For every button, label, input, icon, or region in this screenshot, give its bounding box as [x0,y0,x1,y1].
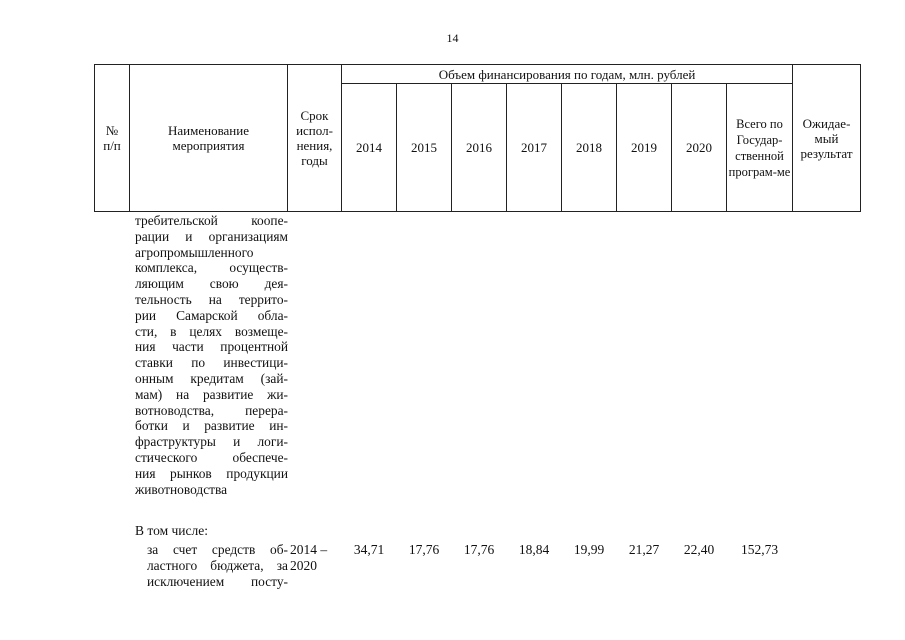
header-year-2017: 2017 [506,83,562,212]
value-2018: 19,99 [573,542,605,557]
header-year-2019: 2019 [616,83,672,212]
value-2020: 22,40 [683,542,715,557]
description-line: ляющим свою дея- [135,276,288,292]
header-year-2014: 2014 [341,83,397,212]
header-year-2018: 2018 [561,83,617,212]
event-description [135,213,288,497]
header-year-2020: 2020 [671,83,727,212]
value-total: 152,73 [740,542,779,557]
description-line: ставки по инвестици- [135,355,288,371]
header-year-2016: 2016 [451,83,507,212]
header-term: Срок испол-нения, годы [287,64,342,212]
description-line: вотноводства, перера- [135,402,288,418]
description-line: ния рынков продукции [135,465,288,481]
description-line: агропромышленного [135,244,254,260]
description-line: рации и организациям [135,228,288,244]
value-2015: 17,76 [408,542,440,557]
subrow-term-end: 2020 [290,558,317,573]
header-expected-result: Ожидае-мый результат [792,64,861,212]
header-event-name: Наименование мероприятия [129,64,288,212]
subrow-term-start: 2014 – [290,542,328,557]
description-line: фраструктуры и логи- [135,434,288,450]
header-number: № п/п [94,64,130,212]
description-line: сти, в целях возмеще- [135,323,288,339]
subrow-name-line: исключением посту- [147,573,288,589]
header-funding-group: Объем финансирования по годам, млн. рублей [341,64,793,84]
header-year-2015: 2015 [396,83,452,212]
description-line: животноводства [135,481,228,497]
description-line: мам) на развитие жи- [135,386,288,402]
including-label: В том числе: [135,523,208,538]
description-line: ботки и развитие ин- [135,418,288,434]
description-line: требительской коопе- [135,213,288,228]
page-number: 14 [446,31,459,45]
header-total: Всего по Государ-ственной програм-ме [726,83,793,212]
description-line: тельность на террито- [135,291,288,307]
description-line: стического обеспече- [135,449,288,465]
value-2014: 34,71 [353,542,385,557]
value-2017: 18,84 [518,542,550,557]
subrow-name-line: ластного бюджета, за [147,557,288,573]
value-2019: 21,27 [628,542,660,557]
value-2016: 17,76 [463,542,495,557]
subrow-name [147,542,288,589]
subrow-name-line: за счет средств об- [147,542,288,557]
description-line: онным кредитам (зай- [135,370,288,386]
description-line: комплекса, осуществ- [135,260,288,276]
description-line: ния части процентной [135,339,288,355]
description-line: рии Самарской обла- [135,307,288,323]
